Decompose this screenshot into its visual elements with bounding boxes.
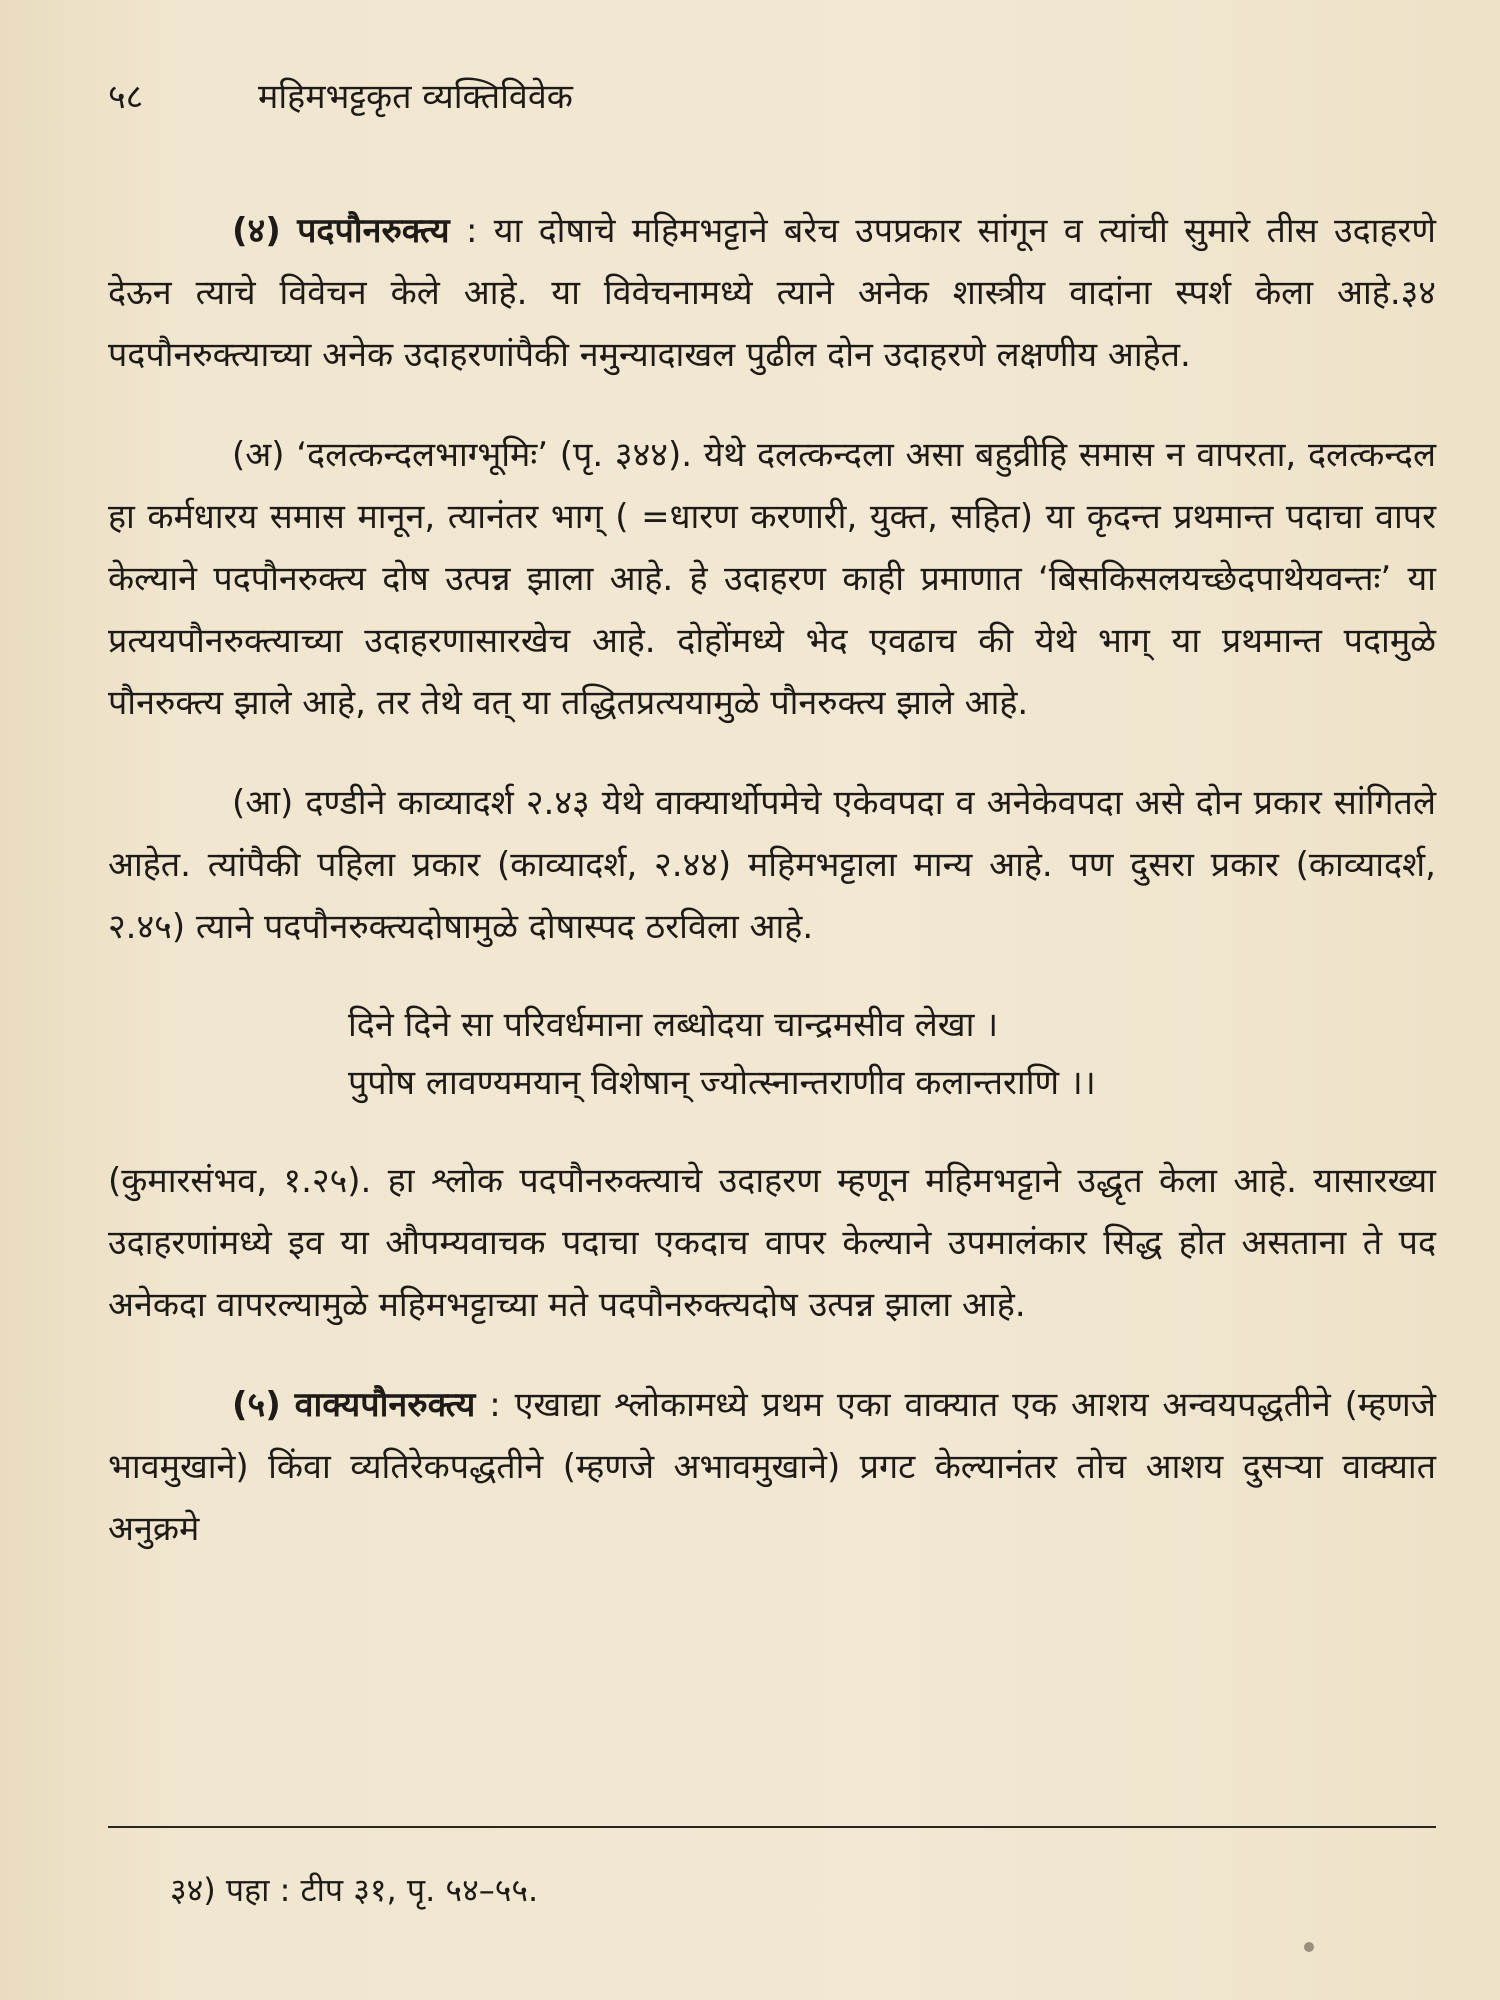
section-4-label: (४)	[232, 211, 281, 251]
running-title: महिमभट्टकृत व्यक्तिविवेक	[258, 77, 573, 117]
example-a-text: (अ) ‘दलत्कन्दलभाग्भूमिः’ (पृ. ३४४). येथे दलत्कन्दला असा बहुव्रीहि समास न वापरता, दलत्कन्दल हा कर्मधारय समास मानून, त्यानंतर भाग् ( =धारण करणारी, युक्त, सहित) या कृदन्त प्रथमान्त पदाचा वापर केल्याने पदपौनरुक्त्य दोष उत्पन्न झाला आहे. हे उदाहरण काही प्रमाणात ‘बिसकिसलयच्छेदपाथेयवन्तः’ या प्रत्ययपौनरुक्त्याच्या उदाहरणासारखेच आहे. दोहोंमध्ये भेद एवढाच की येथे भाग् या प्रथमान्त पदामुळे पौनरुक्त्य झाले आहे, तर तेथे वत् या तद्धितप्रत्ययामुळे पौनरुक्त्य झाले आहे.	[108, 435, 1436, 723]
example-aa-text: (आ) दण्डीने काव्यादर्श २.४३ येथे वाक्यार्थोपमेचे एकेवपदा व अनेकेवपदा असे दोन प्रकार सांगितले आहेत. त्यांपैकी पहिला प्रकार (काव्यादर्श, २.४४) महिमभट्टाला मान्य आहे. पण दुसरा प्रकार (काव्यादर्श, २.४५) त्याने पदपौनरुक्त्यदोषामुळे दोषास्पद ठरविला आहे.	[108, 783, 1436, 947]
after-verse-text: (कुमारसंभव, १.२५). हा श्लोक पदपौनरुक्त्याचे उदाहरण म्हणून महिमभट्टाने उद्धृत केला आहे. यासारख्या उदाहरणांमध्ये इव या औपम्यवाचक पदाचा एकदाच वापर केल्याने उपमालंकार सिद्ध होत असताना ते पद अनेकदा वापरल्यामुळे महिमभट्टाच्या मते पदपौनरुक्त्यदोष उत्पन्न झाला आहे.	[108, 1161, 1436, 1325]
paper-speck	[1304, 1942, 1314, 1952]
section-4-text: : या दोषाचे महिमभट्टाने बरेच उपप्रकार सांगून व त्यांची सुमारे तीस उदाहरणे देऊन त्याचे विवेचन केले आहे. या विवेचनामध्ये त्याने अनेक शास्त्रीय वादांना स्पर्श केला आहे.३४ पदपौनरुक्त्याच्या अनेक उदाहरणांपैकी नमुन्यादाखल पुढील दोन उदाहरणे लक्षणीय आहेत.	[108, 211, 1436, 375]
running-header	[108, 72, 573, 118]
section-4-heading: पदपौनरुक्त्य	[297, 211, 450, 251]
footnote-divider	[108, 1826, 1436, 1828]
paragraph-example-aa	[108, 772, 1436, 958]
verse-line-1: दिने दिने सा परिवर्धमाना लब्धोदया चान्द्रमसीव लेखा ।	[348, 1005, 999, 1045]
paragraph-section-5	[108, 1374, 1436, 1560]
section-5-text: : एखाद्या श्लोकामध्ये प्रथम एका वाक्यात एक आशय अन्वयपद्धतीने (म्हणजे भावमुखाने) किंवा व्यतिरेकपद्धतीने (म्हणजे अभावमुखाने) प्रगट केल्यानंतर तोच आशय दुसऱ्या वाक्यात अनुक्रमे	[108, 1385, 1436, 1549]
verse-quotation	[348, 996, 1436, 1112]
footnote: ३४) पहा : टीप ३१, पृ. ५४–५५.	[170, 1871, 539, 1909]
section-5-label: (५)	[232, 1385, 281, 1425]
paragraph-example-a	[108, 424, 1436, 734]
paragraph-after-verse	[108, 1150, 1436, 1336]
paragraph-section-4	[108, 200, 1436, 386]
verse-line-2: पुपोष लावण्यमयान् विशेषान् ज्योत्स्नान्तराणीव कलान्तराणि ।।	[348, 1063, 1096, 1103]
body-text	[108, 200, 1436, 1598]
page-number: ५८	[108, 77, 144, 117]
section-5-heading: वाक्यपौनरुक्त्य	[294, 1385, 476, 1425]
